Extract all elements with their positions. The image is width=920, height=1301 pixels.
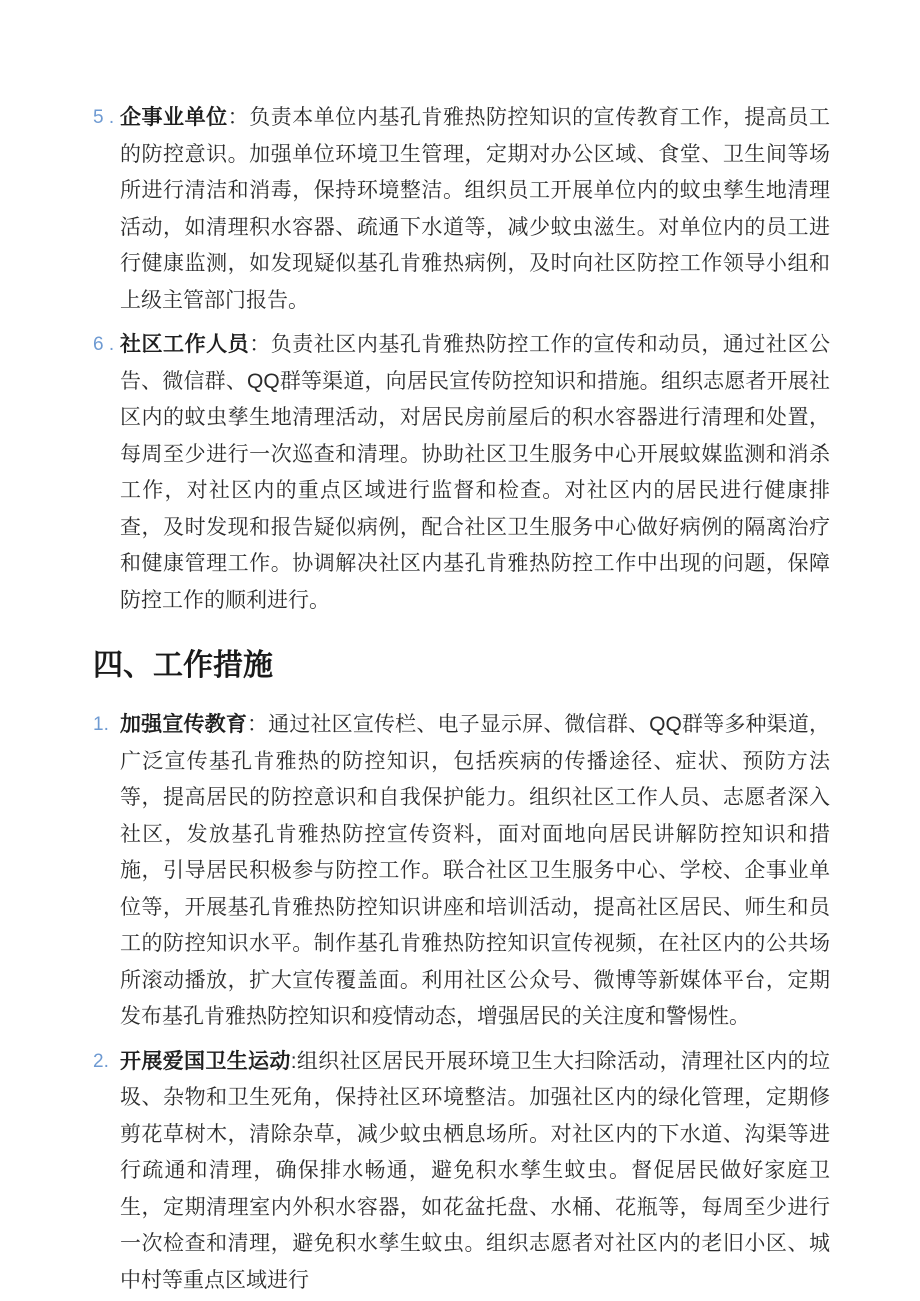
item-separator: ：	[227, 106, 250, 129]
item-label: 社区工作人员	[120, 333, 250, 356]
item-separator: :	[290, 1049, 297, 1073]
document-content	[93, 100, 830, 1301]
item-body-text: 负责社区内基孔肯雅热防控工作的宣传和动员，通过社区公告、微信群、QQ群等渠道，向居民宣传防控知识和措施。组织志愿者开展社区内的蚊虫孳生地清理活动，对居民房前屋后的积水容器进行清理和处置，每周至少进行一次巡查和清理。协助社区卫生服务中心开展蚊媒监测和消杀工作，对社区内的重点区域进行监督和检查。对社区内的居民进行健康排查，及时发现和报告疑似病例，配合社区卫生服务中心做好病例的隔离治疗和健康管理工作。协调解决社区内基孔肯雅热防控工作中出现的问题，保障防控工作的顺利进行。	[120, 333, 830, 612]
list-number: 2.	[93, 1050, 109, 1072]
item-body-text: 通过社区宣传栏、电子显示屏、微信群、QQ群等多种渠道，广泛宣传基孔肯雅热的防控知识，包括疾病的传播途径、症状、预防方法等，提高居民的防控意识和自我保护能力。组织社区工作人员、志愿者深入社区，发放基孔肯雅热防控宣传资料，面对面地向居民讲解防控知识和措施，引导居民积极参与防控工作。联合社区卫生服务中心、学校、企事业单位等，开展基孔肯雅热防控知识讲座和培训活动，提高社区居民、师生和员工的防控知识水平。制作基孔肯雅热防控知识宣传视频，在社区内的公共场所滚动播放，扩大宣传覆盖面。利用社区公众号、微博等新媒体平台，定期发布基孔肯雅热防控知识和疫情动态，增强居民的关注度和警惕性。	[120, 713, 831, 1028]
section-heading: 四、工作措施	[93, 649, 273, 682]
list-item-1	[93, 707, 830, 1036]
list-item-2	[93, 1044, 830, 1300]
item-label: 加强宣传教育	[120, 713, 247, 736]
list-number: 1.	[93, 714, 109, 735]
list-item-6	[93, 327, 830, 619]
list-number: 5 .	[93, 107, 115, 128]
item-body-text: 组织社区居民开展环境卫生大扫除活动，清理社区内的垃圾、杂物和卫生死角，保持社区环境整洁。加强社区内的绿化管理，定期修剪花草树木，清除杂草，减少蚊虫栖息场所。对社区内的下水道、沟渠等进行疏通和清理，确保排水畅通，避免积水孳生蚊虫。督促居民做好家庭卫生，定期清理室内外积水容器，如花盆托盘、水桶、花瓶等，每周至少进行一次检查和清理，避免积水孳生蚊虫。组织志愿者对社区内的老旧小区、城中村等重点区域进行	[120, 1049, 831, 1292]
measures-list	[93, 707, 830, 1299]
item-separator: ：	[249, 333, 271, 356]
item-body-text: 负责本单位内基孔肯雅热防控知识的宣传教育工作，提高员工的防控意识。加强单位环境卫生管理，定期对办公区域、食堂、卫生间等场所进行清洁和消毒，保持环境整洁。组织员工开展单位内的蚊虫孳生地清理活动，如清理积水容器、疏通下水道等，减少蚊虫滋生。对单位内的员工进行健康监测，如发现疑似基孔肯雅热病例，及时向社区防控工作领导小组和上级主管部门报告。	[120, 106, 830, 312]
item-separator: ：	[247, 713, 269, 736]
item-label: 企事业单位	[120, 106, 228, 129]
item-label: 开展爱国卫生运动	[120, 1049, 291, 1073]
responsibility-list	[93, 100, 830, 619]
list-item-5	[93, 100, 830, 319]
list-number: 6 .	[93, 334, 115, 355]
